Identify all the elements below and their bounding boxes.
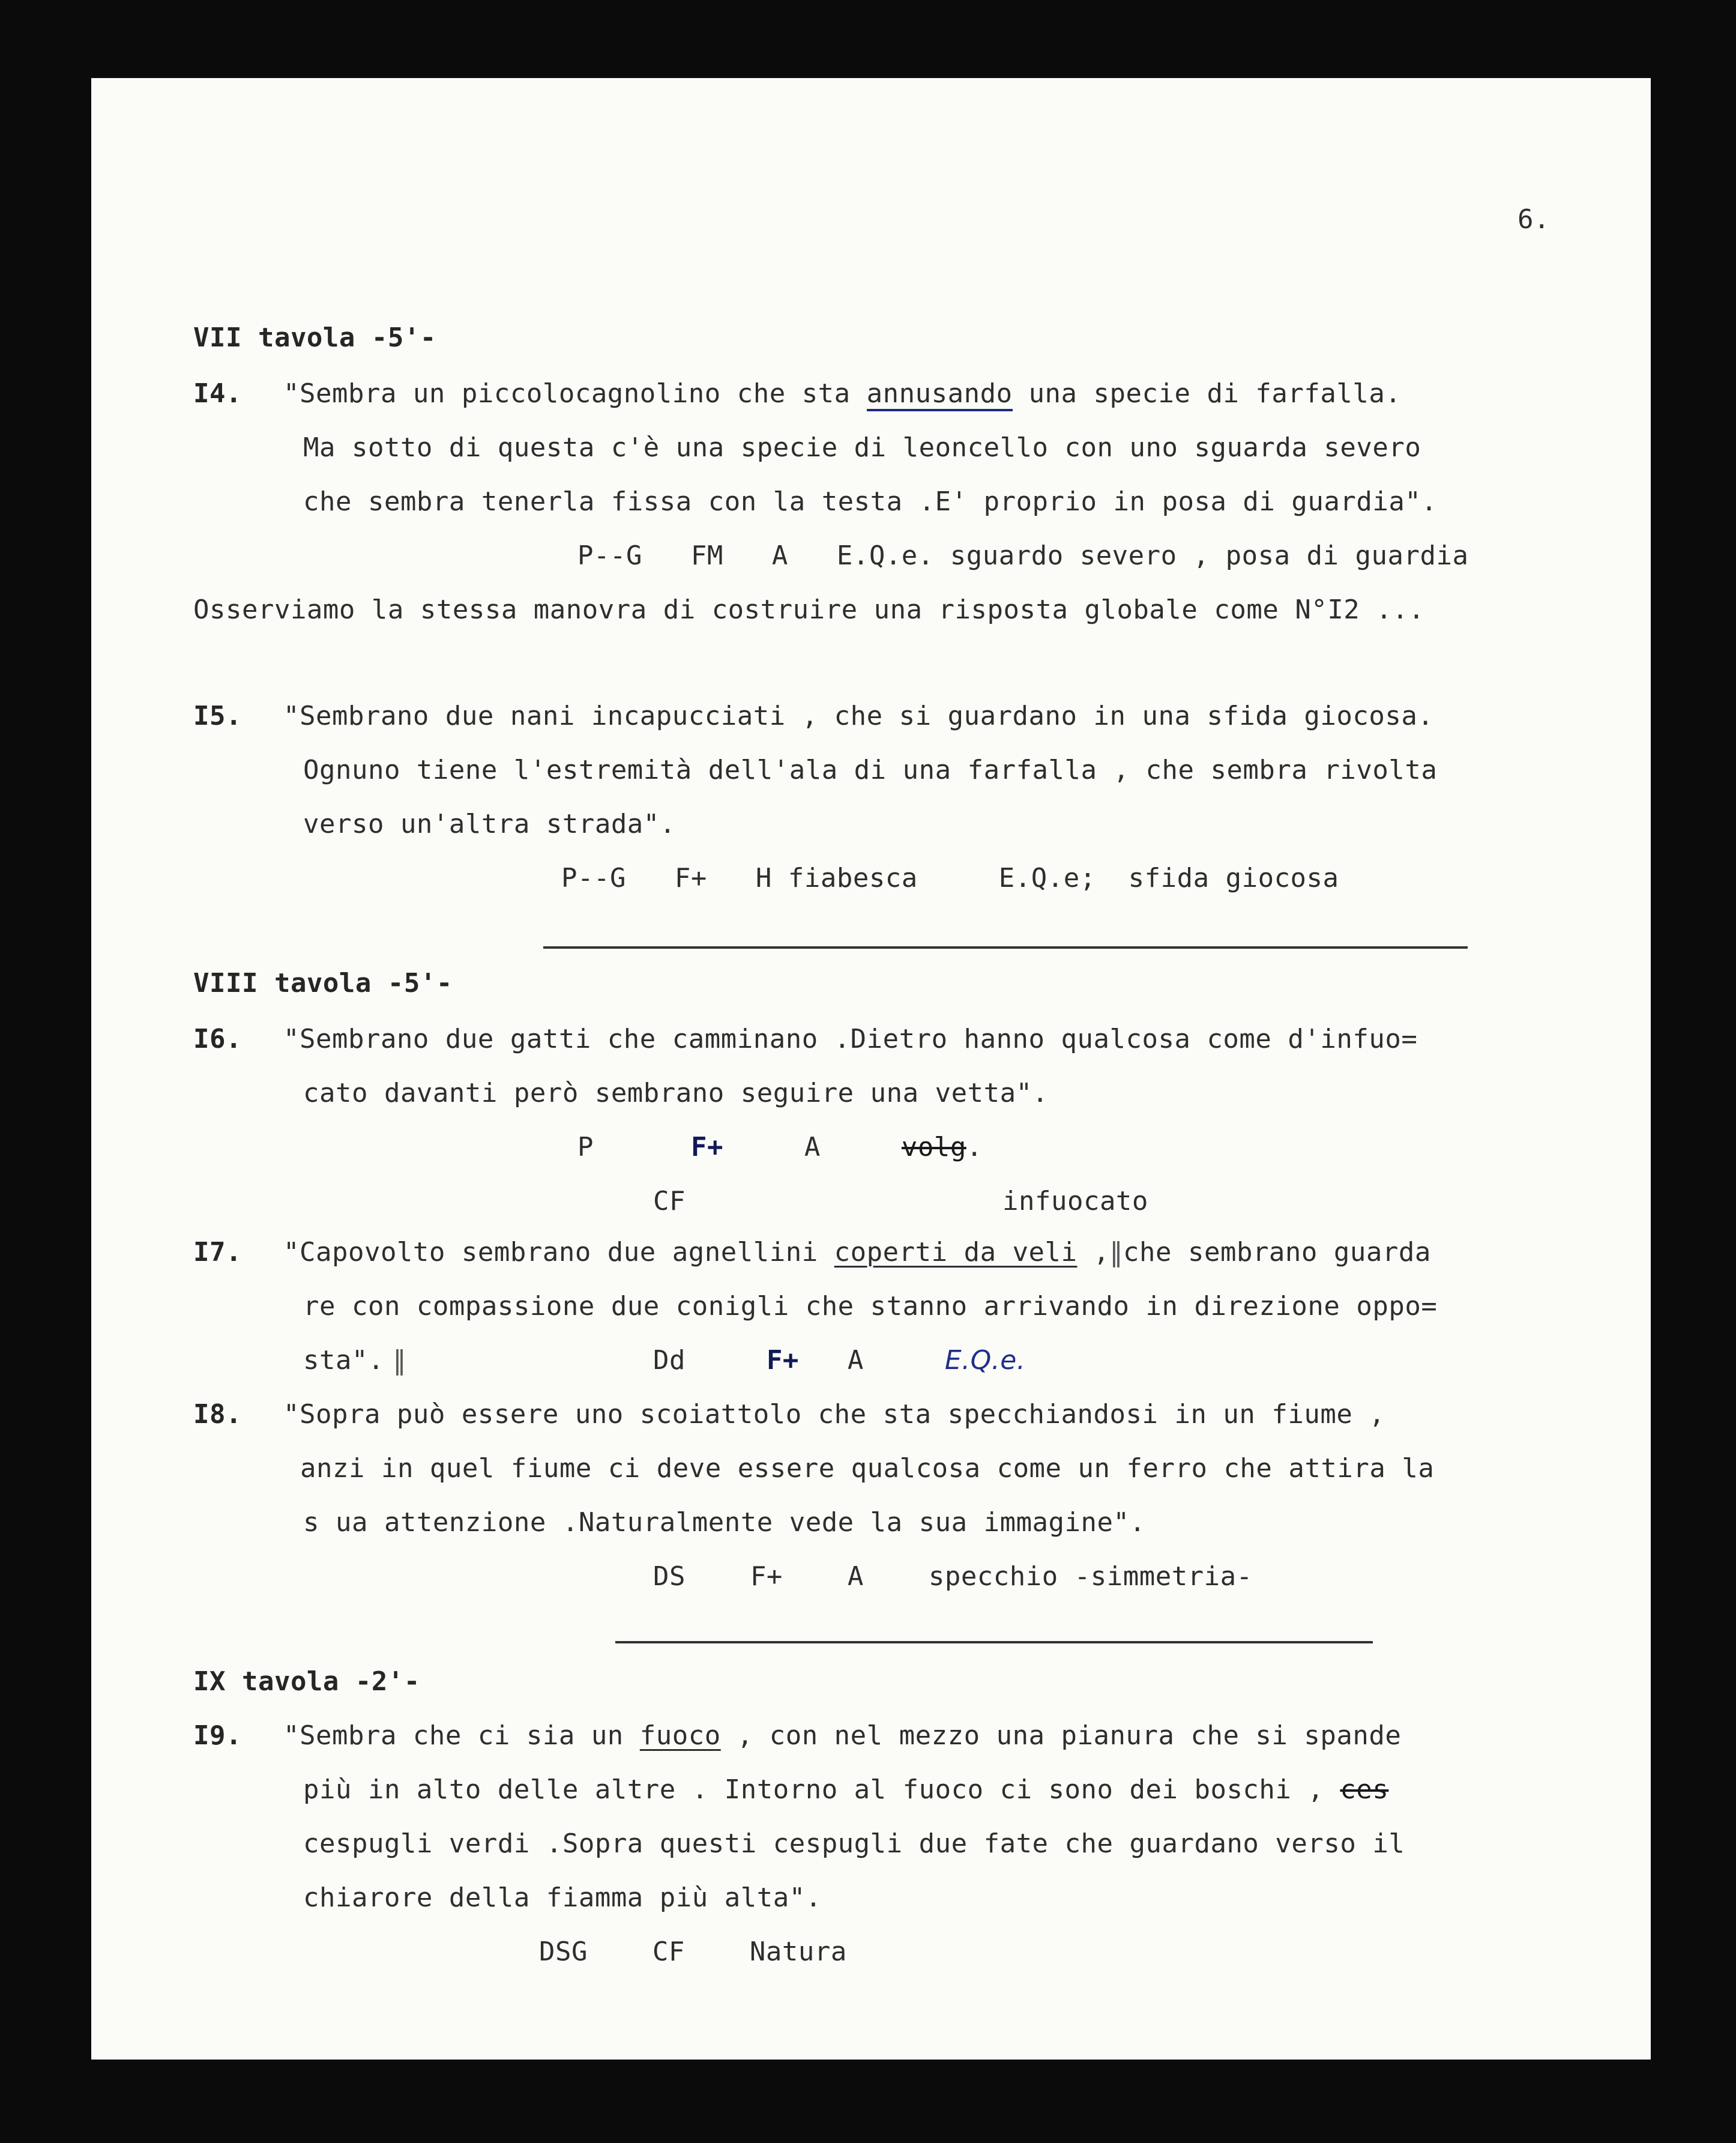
response-18-scoring: DS F+ A specchio -simmetria- <box>653 1561 1253 1592</box>
response-18-line-2: anzi in quel fiume ci deve essere qualcosa come un ferro che attira la <box>300 1453 1435 1484</box>
response-17-text-a: "Capovolto sembrano due agnellini <box>283 1237 834 1268</box>
response-14-line-1 <box>283 377 1401 411</box>
response-17-text-c: sta". <box>303 1345 384 1376</box>
response-19-line-3: cespugli verdi .Sopra questi cespugli due fate che guardano verso il <box>303 1828 1405 1859</box>
pencil-double-bar-mark: ‖ <box>1109 1237 1124 1268</box>
response-number-16: I6. <box>193 1024 242 1054</box>
scoring-dot: . <box>966 1132 983 1162</box>
scoring-f-plus: F+ <box>766 1345 799 1376</box>
scoring-p: P <box>577 1132 594 1162</box>
response-17-line-2: re con compassione due conigli che stanno arrivando in direzione oppo= <box>303 1291 1438 1322</box>
scoring-a: A <box>847 1345 864 1376</box>
underlined-fuoco: fuoco <box>639 1720 721 1751</box>
scoring-volg-struck: volg <box>901 1132 966 1162</box>
response-19-scoring: DSG CF Natura <box>539 1936 847 1967</box>
page-number: 6. <box>1517 204 1550 235</box>
scoring-a: A <box>804 1132 821 1162</box>
section-divider-2 <box>615 1641 1373 1643</box>
response-19-line-1 <box>283 1719 1401 1753</box>
response-14-text-b: una specie di farfalla. <box>1012 378 1402 409</box>
response-18-line-1: "Sopra può essere uno scoiattolo che sta specchiandosi in un fiume , <box>283 1399 1385 1430</box>
response-16-sub-infuocato: infuocato <box>1002 1186 1148 1217</box>
response-18-line-3: s ua attenzione .Naturalmente vede la sua immagine". <box>303 1507 1146 1538</box>
response-15-line-1: "Sembrano due nani incapucciati , che si guardano in una sfida giocosa. <box>283 701 1434 731</box>
response-16-scoring <box>577 1131 983 1164</box>
typewritten-page <box>91 78 1651 2060</box>
response-19-text-a: "Sembra che ci sia un <box>283 1720 640 1751</box>
pencil-double-bar-mark-2: ‖ <box>384 1345 406 1376</box>
response-14-scoring: P--G FM A E.Q.e. sguardo severo , posa di guardia <box>577 540 1469 571</box>
response-14-line-3: che sembra tenerla fissa con la testa .E' proprio in posa di guardia". <box>303 486 1438 517</box>
response-number-17: I7. <box>193 1237 242 1268</box>
section-header-vii: VII tavola -5'- <box>193 322 436 353</box>
response-15-scoring: P--G F+ H fiabesca E.Q.e; sfida giocosa <box>561 863 1339 893</box>
response-17-line-3 <box>303 1344 406 1377</box>
response-19-line-4: chiarore della fiamma più alta". <box>303 1882 822 1913</box>
response-14-text-a: "Sembra un piccolocagnolino che sta <box>283 378 867 409</box>
response-19-text-b: , con nel mezzo una pianura che si spande <box>720 1720 1402 1751</box>
response-15-line-2: Ognuno tiene l'estremità dell'ala di una farfalla , che sembra rivolta <box>303 755 1438 785</box>
response-19-text-c: più in alto delle altre . Intorno al fuoco ci sono dei boschi , <box>303 1774 1340 1805</box>
response-16-line-2: cato davanti però sembrano seguire una vetta". <box>303 1078 1049 1108</box>
scoring-dd: Dd <box>653 1345 686 1376</box>
response-16-line-1: "Sembrano due gatti che camminano .Dietro hanno qualcosa come d'infuo= <box>283 1024 1418 1054</box>
response-number-19: I9. <box>193 1720 242 1751</box>
underlined-annusando: annusando <box>867 378 1013 411</box>
response-19-line-2 <box>303 1773 1388 1807</box>
handwritten-eqe: E.Q.e. <box>944 1345 1026 1376</box>
response-17-scoring <box>653 1344 1025 1377</box>
section-header-viii: VIII tavola -5'- <box>193 968 453 999</box>
scoring-f-blotted: F+ <box>690 1132 723 1162</box>
response-17-text-b: che sembrano guarda <box>1123 1237 1431 1268</box>
underlined-coperti-da-veli: coperti da veli <box>834 1237 1077 1268</box>
response-16-sub-cf: CF <box>653 1186 686 1217</box>
response-14-comment: Osserviamo la stessa manovra di costruire una risposta globale come N°I2 ... <box>193 594 1425 625</box>
response-15-line-3: verso un'altra strada". <box>303 809 676 839</box>
response-number-18: I8. <box>193 1399 242 1430</box>
struck-ces: ces <box>1340 1774 1389 1805</box>
response-17-comma: , <box>1077 1237 1110 1268</box>
response-17-line-1 <box>283 1236 1431 1269</box>
response-14-line-2: Ma sotto di questa c'è una specie di leoncello con uno sguarda severo <box>303 432 1421 463</box>
response-number-14: I4. <box>193 378 242 409</box>
section-divider-1 <box>543 946 1468 949</box>
response-number-15: I5. <box>193 701 242 731</box>
section-header-ix: IX tavola -2'- <box>193 1666 420 1697</box>
